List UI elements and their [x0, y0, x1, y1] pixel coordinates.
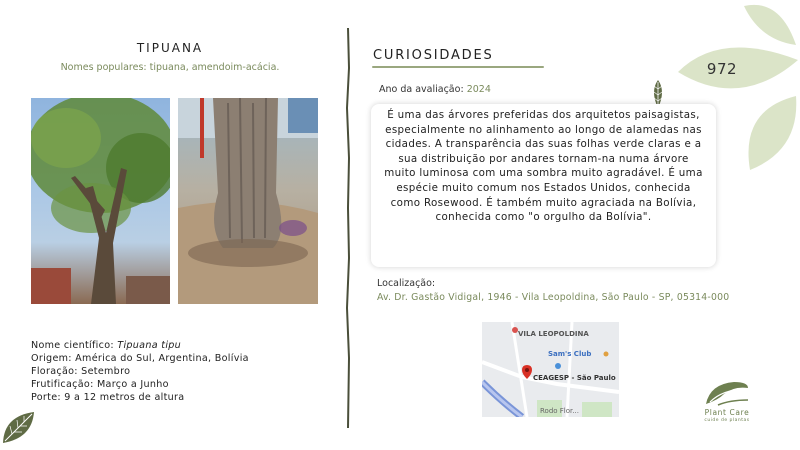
origin: Origem: América do Sul, Argentina, Bolívia — [31, 353, 249, 364]
tree-size: Porte: 9 a 12 metros de altura — [31, 392, 185, 403]
map-place-label: CEAGESP - São Paulo — [533, 374, 616, 382]
scientific-name-value: Tipuana tipu — [117, 340, 182, 351]
map-store-label: Sam's Club — [548, 350, 592, 358]
popular-names: Nomes populares: tipuana, amendoim-acácia. — [60, 62, 280, 73]
location-map[interactable] — [482, 322, 619, 417]
tree-canopy-photo — [31, 98, 170, 304]
evaluation-year: Ano da avaliação: 2024 — [379, 84, 491, 95]
fruiting: Frutificação: Março a Junho — [31, 379, 169, 390]
map-neighborhood-label: VILA LEOPOLDINA — [518, 330, 589, 338]
map-pin-icon[interactable] — [522, 365, 532, 379]
location-label: Localização: — [377, 278, 436, 289]
tree-number: 972 — [706, 60, 738, 78]
brand-name: Plant Care — [704, 408, 750, 417]
evaluation-year-value: 2024 — [466, 84, 491, 95]
location-address: Av. Dr. Gastão Vidigal, 1946 - Vila Leopoldina, São Paulo - SP, 05314-000 — [377, 292, 730, 303]
heading-underline — [372, 66, 544, 68]
curiosities-textbox — [371, 104, 716, 267]
brand-tagline: cuide de plantas — [704, 418, 750, 423]
curiosities-text: É uma das árvores preferidas dos arquitetos paisagistas, especialmente no alinhamento ao longo de alamedas nas cidades. A transparência das suas folhas verde claras e a sua distribuição por andares tornam-na numa árvore muito luminosa com uma sombra muito agradável. É uma espécie muito comum nos Estados Unidos, conhecida como Rosewood. É também muito agraciada na Bolívia, conhecida como "o orgulho da Bolívia". — [384, 109, 703, 224]
flowering: Floração: Setembro — [31, 366, 131, 377]
column-divider — [343, 28, 353, 428]
tree-trunk-photo — [178, 98, 318, 304]
decorative-leaves-icon — [670, 0, 800, 180]
tree-name: TIPUANA — [136, 41, 204, 55]
tree-facts — [31, 339, 249, 404]
leaf-icon — [0, 408, 38, 446]
plant-care-logo-icon — [704, 380, 750, 406]
map-bottom-label: Rodo Flor... — [540, 407, 579, 415]
scientific-name: Nome científico: Tipuana tipu — [31, 340, 182, 351]
curiosities-heading: CURIOSIDADES — [373, 48, 494, 63]
